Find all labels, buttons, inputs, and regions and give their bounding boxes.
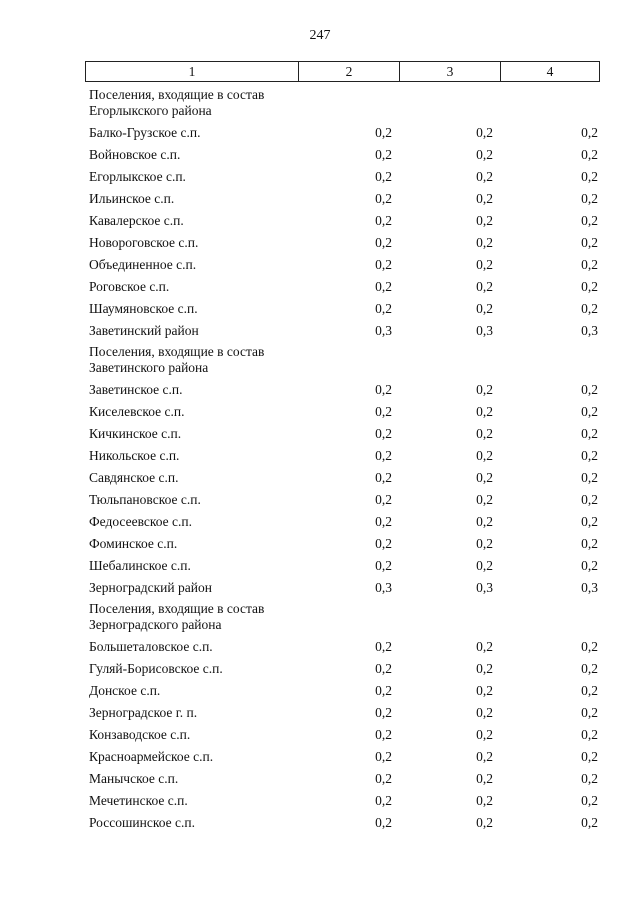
value-col-2: 0,2	[375, 191, 392, 206]
table-row	[85, 378, 600, 400]
value-col-2: 0,2	[375, 749, 392, 764]
value-col-2: 0,2	[375, 705, 392, 720]
value-col-3: 0,2	[476, 404, 493, 419]
value-col-3: 0,2	[476, 815, 493, 830]
value-col-4: 0,2	[581, 213, 598, 228]
value-col-4	[499, 344, 600, 347]
column-header-4: 4	[500, 62, 599, 81]
value-col-4: 0,2	[581, 727, 598, 742]
table-row	[85, 811, 600, 833]
group-header-label: Поселения, входящие в состав Зерноградского района	[89, 601, 265, 632]
value-col-3: 0,2	[476, 536, 493, 551]
value-col-2: 0,3	[375, 323, 392, 338]
value-col-3: 0,3	[476, 323, 493, 338]
table-row	[85, 143, 600, 165]
value-col-2: 0,2	[375, 815, 392, 830]
value-col-2: 0,2	[375, 514, 392, 529]
value-col-2: 0,2	[375, 125, 392, 140]
group-header-row	[85, 84, 600, 121]
table-row	[85, 767, 600, 789]
table-row	[85, 422, 600, 444]
value-col-2	[297, 601, 398, 604]
value-col-4: 0,2	[581, 279, 598, 294]
value-col-2	[297, 87, 398, 90]
settlement-name: Заветинский район	[89, 323, 199, 338]
value-col-4: 0,2	[581, 448, 598, 463]
value-col-4	[499, 87, 600, 90]
value-col-3	[398, 87, 499, 90]
value-col-4: 0,2	[581, 514, 598, 529]
value-col-4: 0,2	[581, 169, 598, 184]
settlement-name: Гуляй-Борисовское с.п.	[89, 661, 223, 676]
table-row	[85, 319, 600, 341]
value-col-3: 0,2	[476, 749, 493, 764]
value-col-3: 0,2	[476, 514, 493, 529]
value-col-4: 0,2	[581, 705, 598, 720]
value-col-4: 0,2	[581, 749, 598, 764]
settlement-name: Кичкинское с.п.	[89, 426, 182, 441]
table-row	[85, 510, 600, 532]
value-col-3: 0,2	[476, 382, 493, 397]
value-col-2: 0,2	[375, 639, 392, 654]
value-col-4: 0,2	[581, 382, 598, 397]
value-col-4: 0,2	[581, 426, 598, 441]
value-col-3	[398, 344, 499, 347]
value-col-3: 0,2	[476, 448, 493, 463]
value-col-3: 0,2	[476, 705, 493, 720]
settlement-name: Красноармейское с.п.	[89, 749, 214, 764]
value-col-3: 0,3	[476, 580, 493, 595]
table-row	[85, 701, 600, 723]
settlement-name: Ильинское с.п.	[89, 191, 175, 206]
value-col-2: 0,2	[375, 235, 392, 250]
table-row	[85, 576, 600, 598]
settlement-name: Шаумяновское с.п.	[89, 301, 198, 316]
table-row	[85, 187, 600, 209]
value-col-3: 0,2	[476, 257, 493, 272]
settlement-name: Большеталовское с.п.	[89, 639, 213, 654]
value-col-3: 0,2	[476, 661, 493, 676]
value-col-3: 0,2	[476, 301, 493, 316]
value-col-2: 0,2	[375, 727, 392, 742]
value-col-4: 0,2	[581, 470, 598, 485]
value-col-3: 0,2	[476, 771, 493, 786]
table-row	[85, 165, 600, 187]
value-col-3	[398, 601, 499, 604]
value-col-3: 0,2	[476, 147, 493, 162]
table-row	[85, 635, 600, 657]
settlement-name: Киселевское с.п.	[89, 404, 185, 419]
value-col-2: 0,2	[375, 279, 392, 294]
settlement-name: Мечетинское с.п.	[89, 793, 188, 808]
value-col-4: 0,2	[581, 301, 598, 316]
value-col-3: 0,2	[476, 639, 493, 654]
value-col-3: 0,2	[476, 125, 493, 140]
value-col-3: 0,2	[476, 683, 493, 698]
value-col-4: 0,2	[581, 235, 598, 250]
value-col-2: 0,2	[375, 426, 392, 441]
table-row	[85, 745, 600, 767]
value-col-3: 0,2	[476, 279, 493, 294]
settlement-name: Фоминское с.п.	[89, 536, 178, 551]
value-col-4: 0,2	[581, 147, 598, 162]
column-header-2: 2	[298, 62, 399, 81]
value-col-4: 0,2	[581, 771, 598, 786]
table-row	[85, 488, 600, 510]
value-col-4: 0,2	[581, 558, 598, 573]
value-col-4: 0,2	[581, 639, 598, 654]
value-col-2: 0,3	[375, 580, 392, 595]
group-header-label: Поселения, входящие в состав Егорлыкского района	[89, 87, 265, 118]
value-col-2: 0,2	[375, 257, 392, 272]
table-row	[85, 679, 600, 701]
value-col-3: 0,2	[476, 793, 493, 808]
value-col-2: 0,2	[375, 683, 392, 698]
value-col-2: 0,2	[375, 558, 392, 573]
table-row	[85, 209, 600, 231]
settlement-name: Егорлыкское с.п.	[89, 169, 186, 184]
table-row	[85, 297, 600, 319]
value-col-2: 0,2	[375, 404, 392, 419]
value-col-2: 0,2	[375, 470, 392, 485]
value-col-2: 0,2	[375, 213, 392, 228]
value-col-3: 0,2	[476, 426, 493, 441]
group-header-label: Поселения, входящие в состав Заветинского района	[89, 344, 265, 375]
value-col-4: 0,2	[581, 125, 598, 140]
value-col-3: 0,2	[476, 191, 493, 206]
table-row	[85, 789, 600, 811]
settlement-name: Войновское с.п.	[89, 147, 181, 162]
settlement-name: Объединенное с.п.	[89, 257, 197, 272]
settlement-name: Балко-Грузское с.п.	[89, 125, 201, 140]
table-header	[85, 61, 600, 82]
value-col-2: 0,2	[375, 301, 392, 316]
settlement-name: Шебалинское с.п.	[89, 558, 191, 573]
table-row	[85, 554, 600, 576]
value-col-4: 0,2	[581, 661, 598, 676]
settlement-name: Конзаводское с.п.	[89, 727, 191, 742]
settlement-name: Тюльпановское с.п.	[89, 492, 201, 507]
group-header-row	[85, 341, 600, 378]
value-col-3: 0,2	[476, 470, 493, 485]
value-col-4: 0,2	[581, 683, 598, 698]
table-row	[85, 532, 600, 554]
table-row	[85, 253, 600, 275]
value-col-2: 0,2	[375, 382, 392, 397]
value-col-4: 0,2	[581, 404, 598, 419]
table-row	[85, 466, 600, 488]
settlement-name: Донское с.п.	[89, 683, 161, 698]
value-col-3: 0,2	[476, 492, 493, 507]
value-col-4: 0,3	[581, 323, 598, 338]
settlement-name: Заветинское с.п.	[89, 382, 183, 397]
value-col-2: 0,2	[375, 661, 392, 676]
settlement-name: Никольское с.п.	[89, 448, 180, 463]
value-col-4: 0,3	[581, 580, 598, 595]
value-col-3: 0,2	[476, 169, 493, 184]
value-col-2: 0,2	[375, 492, 392, 507]
table-row	[85, 723, 600, 745]
table-row	[85, 444, 600, 466]
column-header-3: 3	[399, 62, 500, 81]
settlement-name: Новороговское с.п.	[89, 235, 199, 250]
table-row	[85, 657, 600, 679]
value-col-4: 0,2	[581, 191, 598, 206]
table-row	[85, 121, 600, 143]
value-col-4	[499, 601, 600, 604]
value-col-2	[297, 344, 398, 347]
value-col-2: 0,2	[375, 771, 392, 786]
value-col-4: 0,2	[581, 815, 598, 830]
value-col-3: 0,2	[476, 727, 493, 742]
value-col-2: 0,2	[375, 536, 392, 551]
value-col-4: 0,2	[581, 793, 598, 808]
value-col-3: 0,2	[476, 213, 493, 228]
settlement-name: Манычское с.п.	[89, 771, 179, 786]
page-number: 247	[309, 28, 331, 43]
settlement-name: Зерноградское г. п.	[89, 705, 198, 720]
value-col-2: 0,2	[375, 147, 392, 162]
settlement-name: Зерноградский район	[89, 580, 212, 595]
column-header-1: 1	[188, 63, 196, 79]
table-row	[85, 275, 600, 297]
settlement-name: Федосеевское с.п.	[89, 514, 192, 529]
table-row	[85, 231, 600, 253]
value-col-4: 0,2	[581, 536, 598, 551]
table-body	[85, 84, 600, 833]
settlement-name: Савдянское с.п.	[89, 470, 179, 485]
value-col-2: 0,2	[375, 793, 392, 808]
group-header-row	[85, 598, 600, 635]
settlement-name: Кавалерское с.п.	[89, 213, 184, 228]
value-col-3: 0,2	[476, 235, 493, 250]
value-col-3: 0,2	[476, 558, 493, 573]
value-col-4: 0,2	[581, 492, 598, 507]
table-row	[85, 400, 600, 422]
value-col-2: 0,2	[375, 169, 392, 184]
settlement-name: Россошинское с.п.	[89, 815, 195, 830]
value-col-4: 0,2	[581, 257, 598, 272]
settlement-name: Роговское с.п.	[89, 279, 170, 294]
value-col-2: 0,2	[375, 448, 392, 463]
